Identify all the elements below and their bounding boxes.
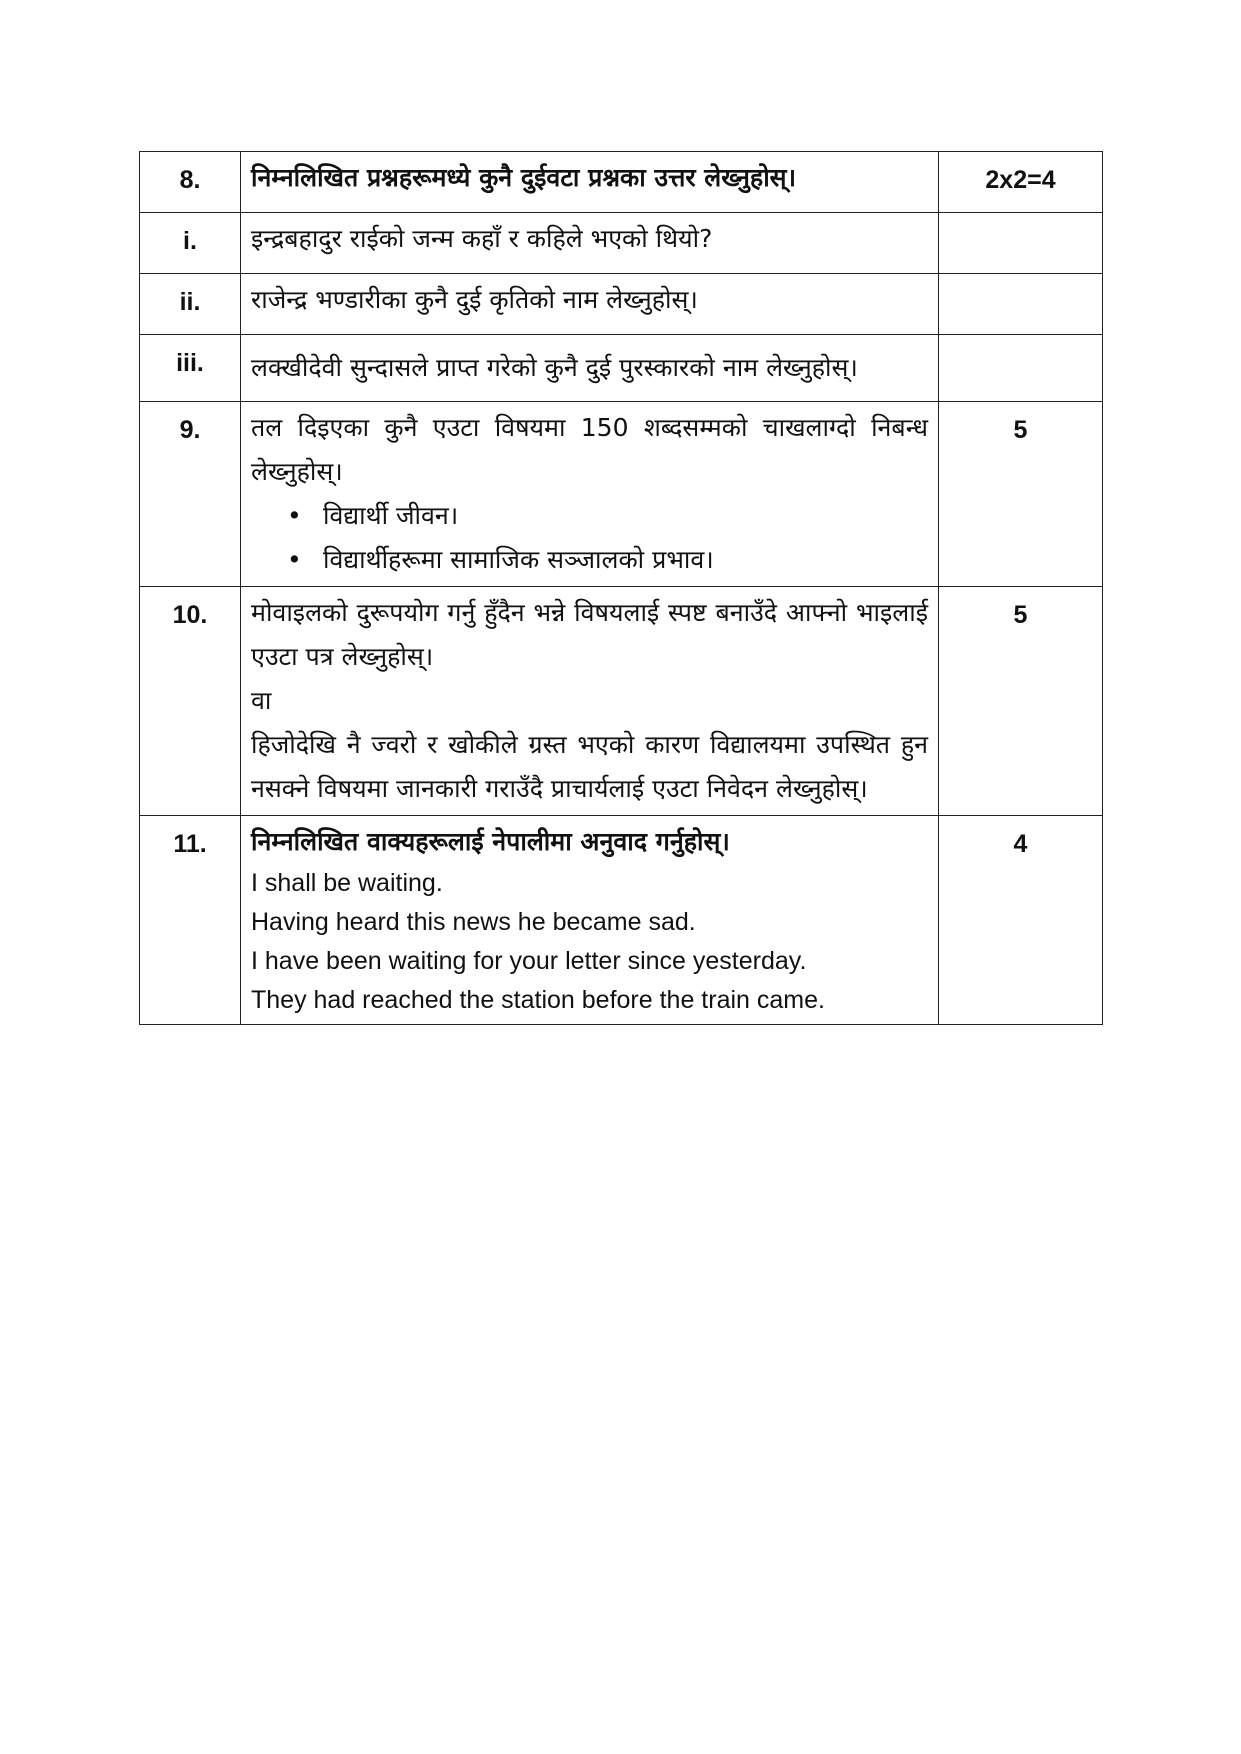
subquestion-marks <box>939 213 1103 274</box>
question-text: मोवाइलको दुरूपयोग गर्नु हुँदैन भन्ने विषयलाई स्पष्ट बनाउँदे आफ्नो भाइलाई एउटा पत्र लेख्नुहोस्। <box>251 598 928 671</box>
subquestion-text: राजेन्द्र भण्डारीका कुनै दुई कृतिको नाम लेख्नुहोस्। <box>241 274 939 335</box>
question-row-8-iii <box>140 335 1103 402</box>
question-body <box>241 587 939 816</box>
translation-sentence: Having heard this news he became sad. <box>251 908 696 936</box>
question-row-10 <box>140 587 1103 816</box>
question-marks: 4 <box>939 816 1103 1025</box>
subquestion-text: इन्द्रबहादुर राईको जन्म कहाँ र कहिले भएको थियो? <box>241 213 939 274</box>
bullet-icon: • <box>287 501 302 530</box>
essay-topic: विद्यार्थीहरूमा सामाजिक सञ्जालको प्रभाव। <box>323 545 714 574</box>
subquestion-marks <box>939 335 1103 402</box>
subquestion-number: ii. <box>140 274 241 335</box>
question-marks: 5 <box>939 587 1103 816</box>
question-text-alternative: हिजोदेखि नै ज्वरो र खोकीले ग्रस्त भएको कारण विद्यालयमा उपस्थित हुन नसक्ने विषयमा जानकारी गराउँदै प्राचार्यलाई एउटा निवेदन लेख्नुहोस्। <box>251 730 928 803</box>
essay-topic-list <box>251 494 928 582</box>
question-text: निम्नलिखित वाक्यहरूलाई नेपालीमा अनुवाद गर्नुहोस्। <box>251 827 730 856</box>
translation-sentence: I have been waiting for your letter since yesterday. <box>251 947 807 975</box>
translation-sentence: I shall be waiting. <box>251 869 443 897</box>
question-body <box>241 816 939 1025</box>
question-number: 11. <box>140 816 241 1025</box>
or-label: वा <box>251 686 272 715</box>
question-text: निम्नलिखित प्रश्नहरूमध्ये कुनै दुईवटा प्रश्नका उत्तर लेख्नुहोस्। <box>241 152 939 213</box>
list-item <box>287 538 928 582</box>
question-text: तल दिइएका कुनै एउटा विषयमा 150 शब्दसम्मको चाखलाग्दो निबन्ध लेख्नुहोस्। <box>251 413 928 486</box>
question-row-8-ii <box>140 274 1103 335</box>
question-number: 9. <box>140 402 241 587</box>
subquestion-number: iii. <box>140 335 241 402</box>
question-row-8 <box>140 152 1103 213</box>
question-row-8-i <box>140 213 1103 274</box>
question-body <box>241 402 939 587</box>
list-item <box>287 494 928 538</box>
question-number: 8. <box>140 152 241 213</box>
question-row-11 <box>140 816 1103 1025</box>
question-row-9 <box>140 402 1103 587</box>
essay-topic: विद्यार्थी जीवन। <box>323 501 459 530</box>
question-marks: 5 <box>939 402 1103 587</box>
translation-sentence: They had reached the station before the train came. <box>251 986 825 1014</box>
question-table <box>139 151 1103 1025</box>
bullet-icon: • <box>287 545 302 574</box>
subquestion-number: i. <box>140 213 241 274</box>
subquestion-text: लक्खीदेवी सुन्दासले प्राप्त गरेको कुनै दुई पुरस्कारको नाम लेख्नुहोस्। <box>241 335 939 402</box>
question-marks: 2x2=4 <box>939 152 1103 213</box>
subquestion-marks <box>939 274 1103 335</box>
question-number: 10. <box>140 587 241 816</box>
